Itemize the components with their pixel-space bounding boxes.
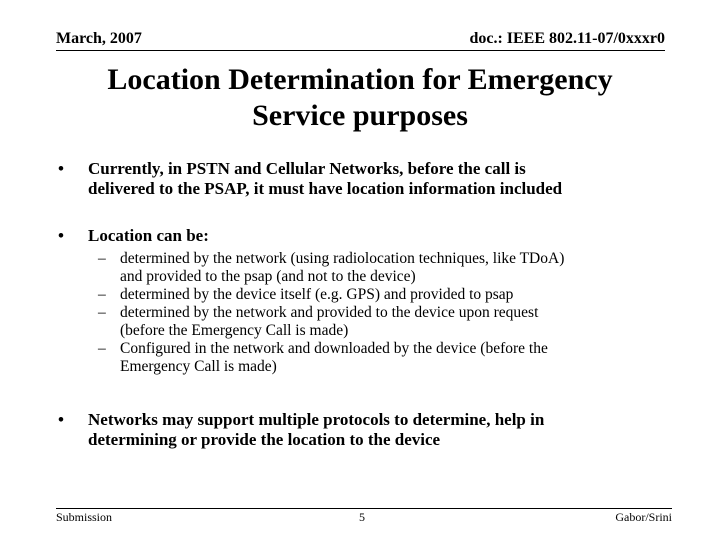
bullet-text-line-2: determining or provide the location to the device — [88, 430, 441, 449]
bullet-text-line-2: delivered to the PSAP, it must have location information included — [88, 179, 563, 198]
header-date: March, 2007 — [56, 30, 142, 47]
bullet-item-pstn — [56, 159, 656, 199]
sub-bullet-item — [98, 250, 658, 286]
bullet-text-line-1: Currently, in PSTN and Cellular Networks, before the call is — [88, 159, 526, 178]
sub-bullet-dash: – — [98, 286, 106, 303]
slide-title-line-1: Location Determination for Emergency — [107, 63, 613, 96]
sub-bullet-line-2: Emergency Call is made) — [120, 358, 277, 375]
footer-page-number: 5 — [359, 510, 365, 524]
bullet-item-location — [56, 226, 656, 246]
bullet-item-protocols — [56, 410, 656, 450]
footer-divider — [56, 508, 672, 509]
sub-bullet-dash: – — [98, 304, 106, 321]
header-divider — [56, 50, 665, 51]
slide-title — [40, 62, 680, 134]
sub-bullet-dash: – — [98, 340, 106, 357]
sub-bullet-item — [98, 340, 658, 376]
footer-submission: Submission — [56, 510, 113, 524]
footer-author: Gabor/Srini — [615, 510, 672, 524]
sub-bullet-line-1: determined by the device itself (e.g. GPS) and provided to psap — [120, 286, 514, 303]
bullet-mark: • — [58, 410, 64, 429]
sub-bullet-line-1: determined by the network and provided to the device upon request — [120, 304, 539, 321]
bullet-text-line-1: Networks may support multiple protocols to determine, help in — [88, 410, 545, 429]
sub-bullet-item — [98, 286, 658, 304]
header-doc-id: doc.: IEEE 802.11-07/0xxxr0 — [469, 30, 665, 47]
sub-bullet-line-2: (before the Emergency Call is made) — [120, 322, 349, 339]
sub-bullet-item — [98, 304, 658, 340]
sub-bullet-line-1: Configured in the network and downloaded by the device (before the — [120, 340, 548, 357]
sub-bullet-line-2: and provided to the psap (and not to the device) — [120, 268, 416, 285]
bullet-text-line-1: Location can be: — [88, 226, 209, 245]
bullet-mark: • — [58, 159, 64, 178]
bullet-mark: • — [58, 226, 64, 245]
sub-bullet-line-1: determined by the network (using radiolocation techniques, like TDoA) — [120, 250, 565, 267]
sub-bullet-list — [98, 250, 658, 376]
slide-title-line-2: Service purposes — [252, 99, 468, 132]
sub-bullet-dash: – — [98, 250, 106, 267]
